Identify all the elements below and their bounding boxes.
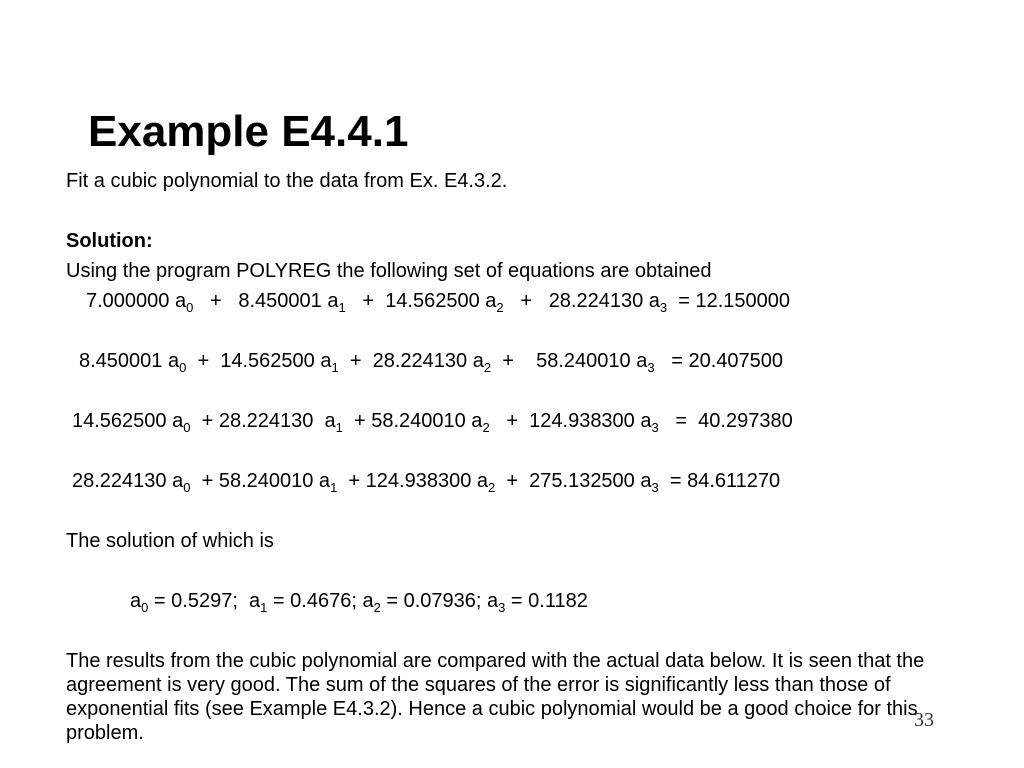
sol-sub2: 2 [373, 600, 381, 615]
eq3-sub3: 3 [651, 420, 659, 435]
eq4-op1: + [337, 470, 366, 492]
eq1-op0: + [193, 290, 239, 312]
equation-2 [79, 349, 783, 373]
page-title: Example E4.4.1 [88, 107, 409, 156]
eq1-op2: + [503, 290, 549, 312]
eq2-sub0: 0 [179, 360, 187, 375]
eq1-term3: 28.224130 a [548, 290, 660, 312]
eq1-term2: 14.562500 a [385, 290, 497, 312]
eq2-rhs: = 20.407500 [654, 350, 784, 372]
eq4-sub1: 1 [330, 480, 338, 495]
eq4-rhs: = 84.611270 [658, 470, 781, 492]
eq3-term1: 28.224130 a [218, 410, 336, 432]
sol-sub0: 0 [141, 600, 149, 615]
eq3-op2: + [489, 410, 530, 432]
solution-label: Solution: [66, 230, 153, 252]
sol-v1: = 0.4676; a [267, 590, 374, 612]
eq3-sub2: 2 [482, 420, 490, 435]
eq4-term1: 58.240010 a [218, 470, 331, 492]
eq2-term0: 8.450001 a [79, 350, 180, 372]
eq1-sub2: 2 [496, 300, 504, 315]
sol-a0: a [130, 590, 142, 612]
eq3-op0: + [190, 410, 219, 432]
eq3-term3: 124.938300 a [529, 410, 652, 432]
equation-1 [86, 289, 790, 313]
eq2-op2: + [491, 350, 537, 372]
eq4-sub3: 3 [651, 480, 659, 495]
eq2-sub1: 1 [331, 360, 339, 375]
sol-v0: = 0.5297; a [148, 590, 261, 612]
sol-v2: = 0.07936; a [380, 590, 499, 612]
conclusion-paragraph: The results from the cubic polynomial are compared with the actual data below. It is seen that the agreement is very good. The sum of the squares of the error is significantly less than those of exponential fits (see Example E4.3.2). Hence a cubic polynomial would be a good choice for this problem. [66, 650, 925, 744]
eq1-sub1: 1 [338, 300, 346, 315]
solution-intro: The solution of which is [66, 530, 274, 552]
equation-4 [72, 469, 780, 493]
equation-3 [72, 409, 793, 433]
eq4-op0: + [190, 470, 219, 492]
eq4-term2: 124.938300 a [365, 470, 488, 492]
eq2-op1: + [338, 350, 373, 372]
eq1-sub0: 0 [186, 300, 194, 315]
solution-values [130, 589, 588, 613]
sol-sub1: 1 [260, 600, 268, 615]
eq1-rhs: = 12.150000 [667, 290, 791, 312]
eq1-term1: 8.450001 a [238, 290, 339, 312]
eq3-op1: + [342, 410, 372, 432]
eq1-op1: + [345, 290, 386, 312]
eq4-term0: 28.224130 a [72, 470, 184, 492]
eq3-rhs: = 40.297380 [658, 410, 793, 432]
eq1-sub3: 3 [659, 300, 668, 315]
eq3-term2: 58.240010 a [371, 410, 483, 432]
eq3-sub0: 0 [183, 420, 191, 435]
eq2-term2: 28.224130 a [372, 350, 484, 372]
intro-text: Fit a cubic polynomial to the data from Ex. E4.3.2. [66, 170, 508, 192]
eq4-term3: 275.132500 a [529, 470, 652, 492]
eq4-sub2: 2 [488, 480, 496, 495]
eq3-term0: 14.562500 a [72, 410, 184, 432]
eq1-term0: 7.000000 a [86, 290, 187, 312]
page-number: 33 [914, 709, 934, 731]
eq2-op0: + [186, 350, 221, 372]
sol-v3: = 0.1182 [505, 590, 588, 612]
eq3-sub1: 1 [335, 420, 343, 435]
eq2-sub2: 2 [483, 360, 492, 375]
eq4-op2: + [495, 470, 530, 492]
eq2-term3: 58.240010 a [536, 350, 648, 372]
eq4-sub0: 0 [183, 480, 191, 495]
eq2-sub3: 3 [647, 360, 655, 375]
using-text: Using the program POLYREG the following set of equations are obtained [66, 260, 712, 282]
sol-sub3: 3 [498, 600, 506, 615]
eq2-term1: 14.562500 a [220, 350, 332, 372]
